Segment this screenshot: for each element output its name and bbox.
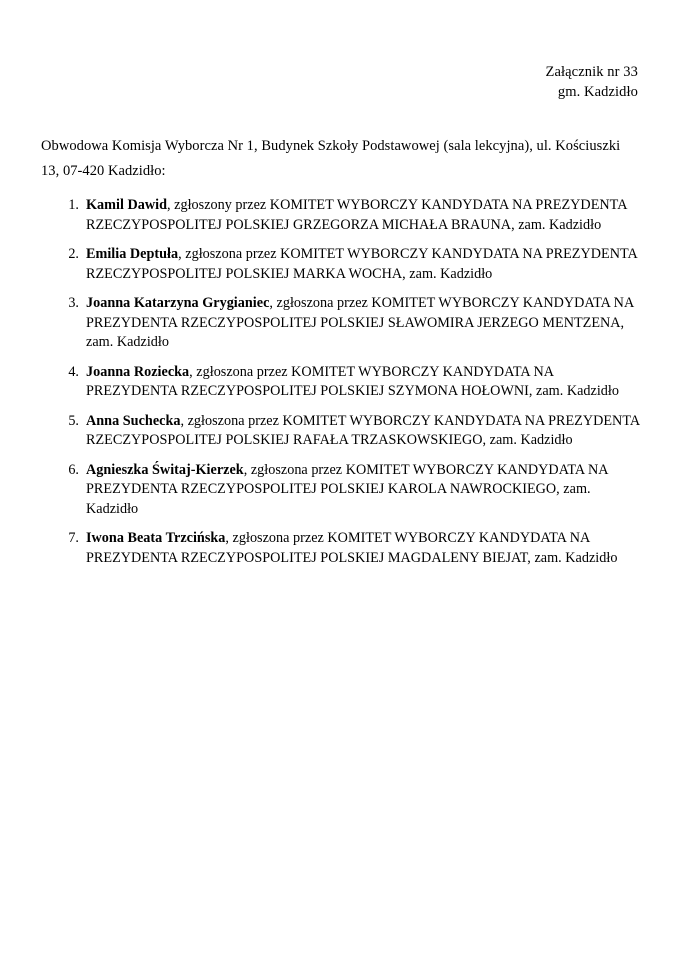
member-details: , zgłoszona przez KOMITET WYBORCZY KANDYDATA NA PREZYDENTA RZECZYPOSPOLITEJ POLSKIEJ SŁAWOMIRA JERZEGO MENTZENA, zam. Kadzidło xyxy=(86,295,634,350)
list-item xyxy=(41,461,641,520)
commission-members-list xyxy=(41,196,641,568)
list-item xyxy=(41,529,641,568)
list-item xyxy=(41,245,641,284)
member-details: , zgłoszona przez KOMITET WYBORCZY KANDYDATA NA PREZYDENTA RZECZYPOSPOLITEJ POLSKIEJ KAROLA NAWROCKIEGO, zam. Kadzidło xyxy=(86,461,608,517)
attachment-number-label: Załącznik nr 33 xyxy=(545,64,638,80)
list-item xyxy=(41,196,641,235)
list-item-number: 1. xyxy=(68,197,79,213)
member-name: Joanna Katarzyna Grygianiec xyxy=(86,295,270,311)
municipality-label: gm. Kadzidło xyxy=(557,84,638,100)
list-item-number: 2. xyxy=(68,246,79,262)
list-item-number: 7. xyxy=(68,530,79,546)
list-item-number: 3. xyxy=(68,295,79,311)
member-name: Iwona Beata Trzcińska xyxy=(86,530,226,546)
member-name: Emilia Deptuła xyxy=(86,246,179,262)
member-name: Kamil Dawid xyxy=(86,197,168,213)
list-item-number: 4. xyxy=(68,363,79,380)
commission-address-paragraph: Obwodowa Komisja Wyborcza Nr 1, Budynek Szkoły Podstawowej (sala lekcyjna), ul. Kościuszki 13, 07-420 Kadzidło: xyxy=(41,137,621,179)
member-details: , zgłoszona przez KOMITET WYBORCZY KANDYDATA NA PREZYDENTA RZECZYPOSPOLITEJ POLSKIEJ SZYMONA HOŁOWNI, zam. Kadzidło xyxy=(86,363,619,399)
member-name: Agnieszka Świtaj-Kierzek xyxy=(86,461,244,478)
member-details: , zgłoszona przez KOMITET WYBORCZY KANDYDATA NA PREZYDENTA RZECZYPOSPOLITEJ POLSKIEJ RAFAŁA TRZASKOWSKIEGO, zam. Kadzidło xyxy=(86,412,640,448)
list-item xyxy=(41,363,641,402)
list-item xyxy=(41,412,641,451)
member-details: , zgłoszona przez KOMITET WYBORCZY KANDYDATA NA PREZYDENTA RZECZYPOSPOLITEJ POLSKIEJ MAGDALENY BIEJAT, zam. Kadzidło xyxy=(86,530,618,566)
member-name: Anna Suchecka xyxy=(86,412,181,429)
list-item-number: 6. xyxy=(68,461,79,478)
member-details: , zgłoszona przez KOMITET WYBORCZY KANDYDATA NA PREZYDENTA RZECZYPOSPOLITEJ POLSKIEJ MARKA WOCHA, zam. Kadzidło xyxy=(86,246,637,282)
member-name: Joanna Roziecka xyxy=(86,363,190,380)
member-details: , zgłoszony przez KOMITET WYBORCZY KANDYDATA NA PREZYDENTA RZECZYPOSPOLITEJ POLSKIEJ GRZEGORZA MICHAŁA BRAUNA, zam. Kadzidło xyxy=(86,197,627,233)
list-item-number: 5. xyxy=(68,412,79,429)
list-item xyxy=(41,294,641,353)
document-header xyxy=(546,62,639,102)
